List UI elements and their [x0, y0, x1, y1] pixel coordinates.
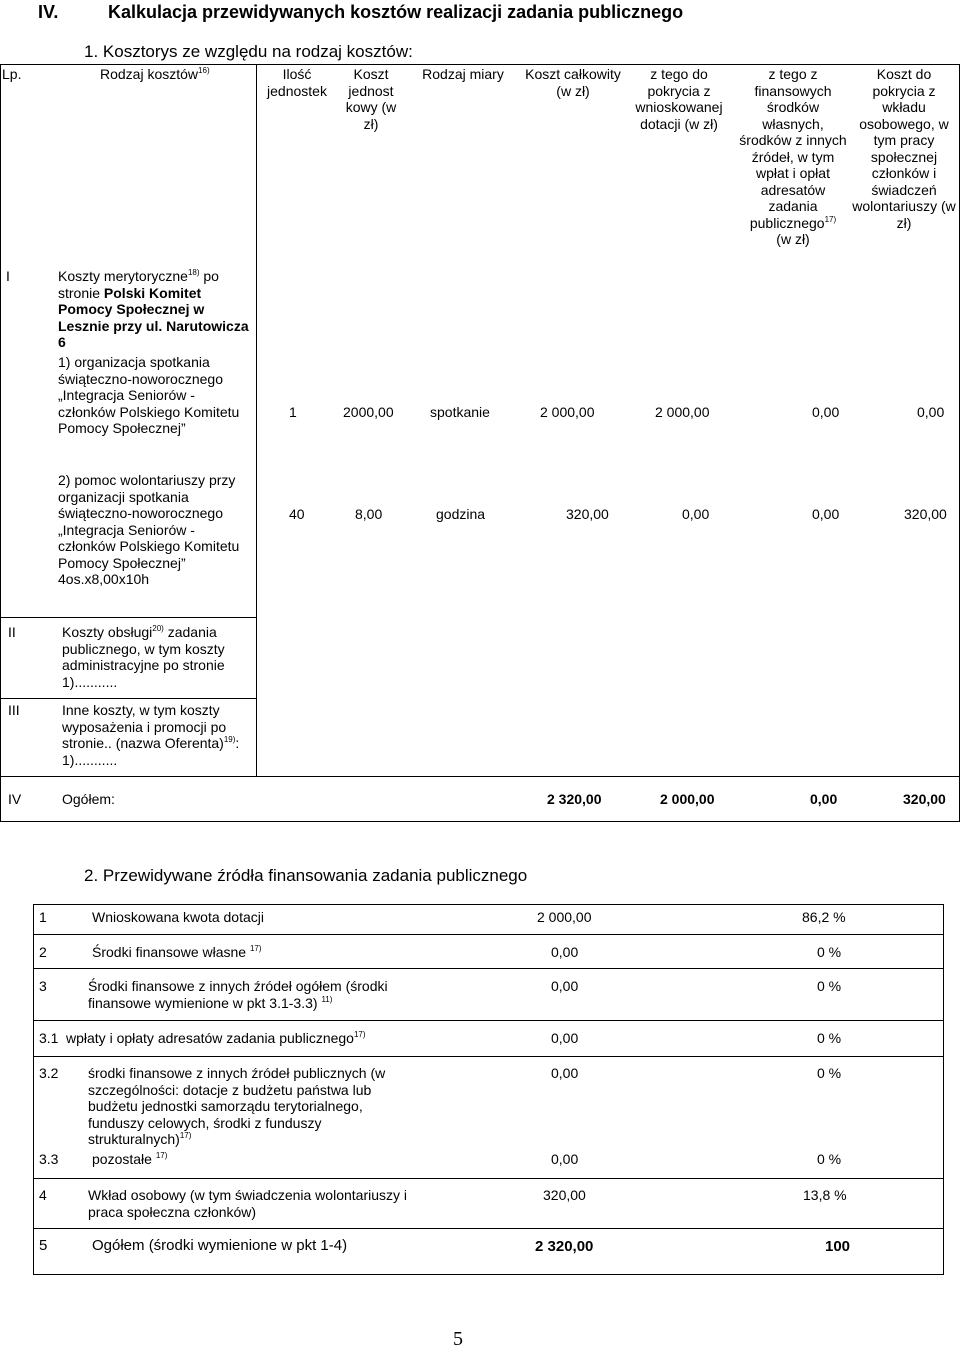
row-iv-lp: IV: [8, 791, 22, 807]
page-number: 5: [453, 1328, 463, 1350]
funding-label: Ogółem (środki wymienione w pkt 1-4): [92, 1237, 348, 1254]
table-rule: [0, 617, 256, 618]
section-number: IV.: [38, 2, 59, 22]
item-1-personal: 0,00: [917, 404, 945, 420]
funding-label: Wnioskowana kwota dotacji: [92, 909, 264, 925]
funding-lp: 2: [39, 944, 47, 960]
table-rule: [33, 1020, 944, 1021]
funding-value: 0,00: [551, 1151, 579, 1167]
header-cost-type: Rodzaj kosztów$^{16)}$: [100, 66, 210, 82]
item-2-quantity: 40: [289, 506, 305, 522]
row-iv-label: Ogółem:: [62, 791, 115, 807]
header-unit-type: Rodzaj miary: [422, 66, 504, 82]
funding-percent: 13,8 %: [803, 1187, 847, 1203]
funding-value: 0,00: [551, 978, 579, 994]
row-i-description: Koszty merytoryczne$^{18)}$ po stronie Polski Komitet Pomocy Społecznej w Lesznie przy ul. Narutowicza 6: [58, 268, 249, 350]
table-rule: [33, 904, 34, 1275]
header-unit-cost: Koszt jednost kowy (w zł): [345, 66, 397, 132]
funding-lp: 4: [39, 1187, 47, 1203]
table-rule: [33, 904, 944, 905]
row-iii-lp: III: [8, 702, 20, 718]
funding-value: 2 000,00: [537, 909, 592, 925]
table-rule: [33, 968, 944, 969]
item-2-total: 320,00: [566, 506, 609, 522]
funding-value: 0,00: [551, 944, 579, 960]
table-rule: [0, 821, 960, 822]
funding-value: 2 320,00: [535, 1238, 594, 1255]
funding-value: 0,00: [551, 1065, 579, 1081]
total-personal: 320,00: [903, 791, 946, 807]
header-total-cost: Koszt całkowity (w zł): [525, 66, 621, 99]
table-rule: [943, 904, 944, 1275]
funding-percent: 100: [825, 1238, 851, 1255]
funding-label: pozostałe $^{17)}$: [92, 1151, 168, 1167]
table-rule: [33, 1178, 944, 1179]
item-2-own: 0,00: [812, 506, 840, 522]
funding-percent: 0 %: [817, 1065, 842, 1081]
item-2-unit-type: godzina: [436, 506, 486, 522]
row-iii-description: Inne koszty, w tym koszty wyposażenia i promocji po stronie.. (nazwa Oferenta)$^{19)}$: 1)...........: [62, 702, 240, 768]
funding-label: środki finansowe z innych źródeł publicznych (w szczególności: dotacje z budżetu państwa lub budżetu jednostki samorządu terytorialnego, funduszy celowych, środki z funduszy strukturalnych)$^{17)}$: [88, 1065, 386, 1147]
item-1-quantity: 1: [289, 404, 297, 420]
table-rule: [0, 698, 256, 699]
funding-value: 320,00: [543, 1187, 586, 1203]
funding-percent: 0 %: [817, 1030, 842, 1046]
item-1-total: 2 000,00: [540, 404, 595, 420]
header-grant-part: z tego do pokrycia z wnioskowanej dotacji (w zł): [635, 66, 723, 132]
funding-label: Wkład osobowy (w tym świadczenia wolontariuszy i praca społeczna członków): [88, 1187, 407, 1220]
funding-percent: 0 %: [817, 978, 842, 994]
header-own-funds: z tego z finansowych środków własnych, środków z innych źródeł, w tym wpłat i opłat adresatów zadania publicznego$^{17)}$ (w zł): [739, 66, 847, 247]
item-1-unit-cost: 2000,00: [343, 404, 394, 420]
row-ii-description: Koszty obsługi$^{20)}$ zadania publicznego, w tym koszty administracyjne po stronie 1)...........: [62, 624, 225, 690]
total-cost: 2 320,00: [547, 791, 602, 807]
total-own: 0,00: [810, 791, 838, 807]
item-2-unit-cost: 8,00: [355, 506, 383, 522]
row-i-lp: I: [6, 268, 10, 284]
total-grant: 2 000,00: [660, 791, 715, 807]
item-1-own: 0,00: [812, 404, 840, 420]
header-lp: Lp.: [2, 66, 22, 82]
table-rule: [33, 1228, 944, 1229]
table-rule: [33, 934, 944, 935]
subsection-2-title: 2. Przewidywane źródła finansowania zadania publicznego: [84, 866, 528, 885]
item-1-unit-type: spotkanie: [430, 404, 490, 420]
funding-lp: 3: [39, 978, 47, 994]
table-rule: [0, 64, 1, 822]
subsection-1-title: 1. Kosztorys ze względu na rodzaj kosztów:: [84, 42, 413, 61]
funding-label: wpłaty i opłaty adresatów zadania publicznego$^{17)}$: [66, 1030, 366, 1046]
funding-lp: 3.2: [39, 1065, 59, 1081]
funding-label: Środki finansowe z innych źródeł ogółem (środki finansowe wymienione w pkt 3.1-3.3) $^{11)}$: [88, 978, 388, 1011]
section-title: Kalkulacja przewidywanych kosztów realizacji zadania publicznego: [108, 2, 684, 22]
table-rule: [33, 1056, 944, 1057]
row-i-item-1: 1) organizacja spotkania świąteczno-noworocznego „Integracja Seniorów - członków Polskiego Komitetu Pomocy Społecznej”: [58, 354, 240, 436]
funding-value: 0,00: [551, 1030, 579, 1046]
table-rule: [0, 776, 960, 777]
item-2-personal: 320,00: [904, 506, 947, 522]
funding-percent: 86,2 %: [802, 909, 846, 925]
funding-lp: 1: [39, 909, 47, 925]
funding-label: Środki finansowe własne $^{17)}$: [92, 944, 262, 960]
funding-lp: 3.1: [39, 1030, 59, 1046]
row-ii-lp: II: [8, 624, 16, 640]
item-1-grant: 2 000,00: [655, 404, 710, 420]
funding-percent: 0 %: [817, 1151, 842, 1167]
table-rule: [256, 64, 257, 777]
funding-percent: 0 %: [817, 944, 842, 960]
header-personal-contribution: Koszt do pokrycia z wkładu osobowego, w tym pracy społecznej członków i świadczeń wolontariuszy (w zł): [852, 66, 956, 231]
table-rule: [0, 64, 960, 65]
table-rule: [33, 1274, 944, 1275]
funding-lp: 5: [39, 1237, 48, 1254]
funding-lp: 3.3: [39, 1151, 59, 1167]
header-quantity: Ilość jednostek: [267, 66, 327, 99]
item-2-grant: 0,00: [682, 506, 710, 522]
row-i-item-2: 2) pomoc wolontariuszy przy organizacji spotkania świąteczno-noworocznego „Integracja Seniorów - członków Polskiego Komitetu Pomocy Społecznej” 4os.x8,00x10h: [58, 472, 240, 587]
